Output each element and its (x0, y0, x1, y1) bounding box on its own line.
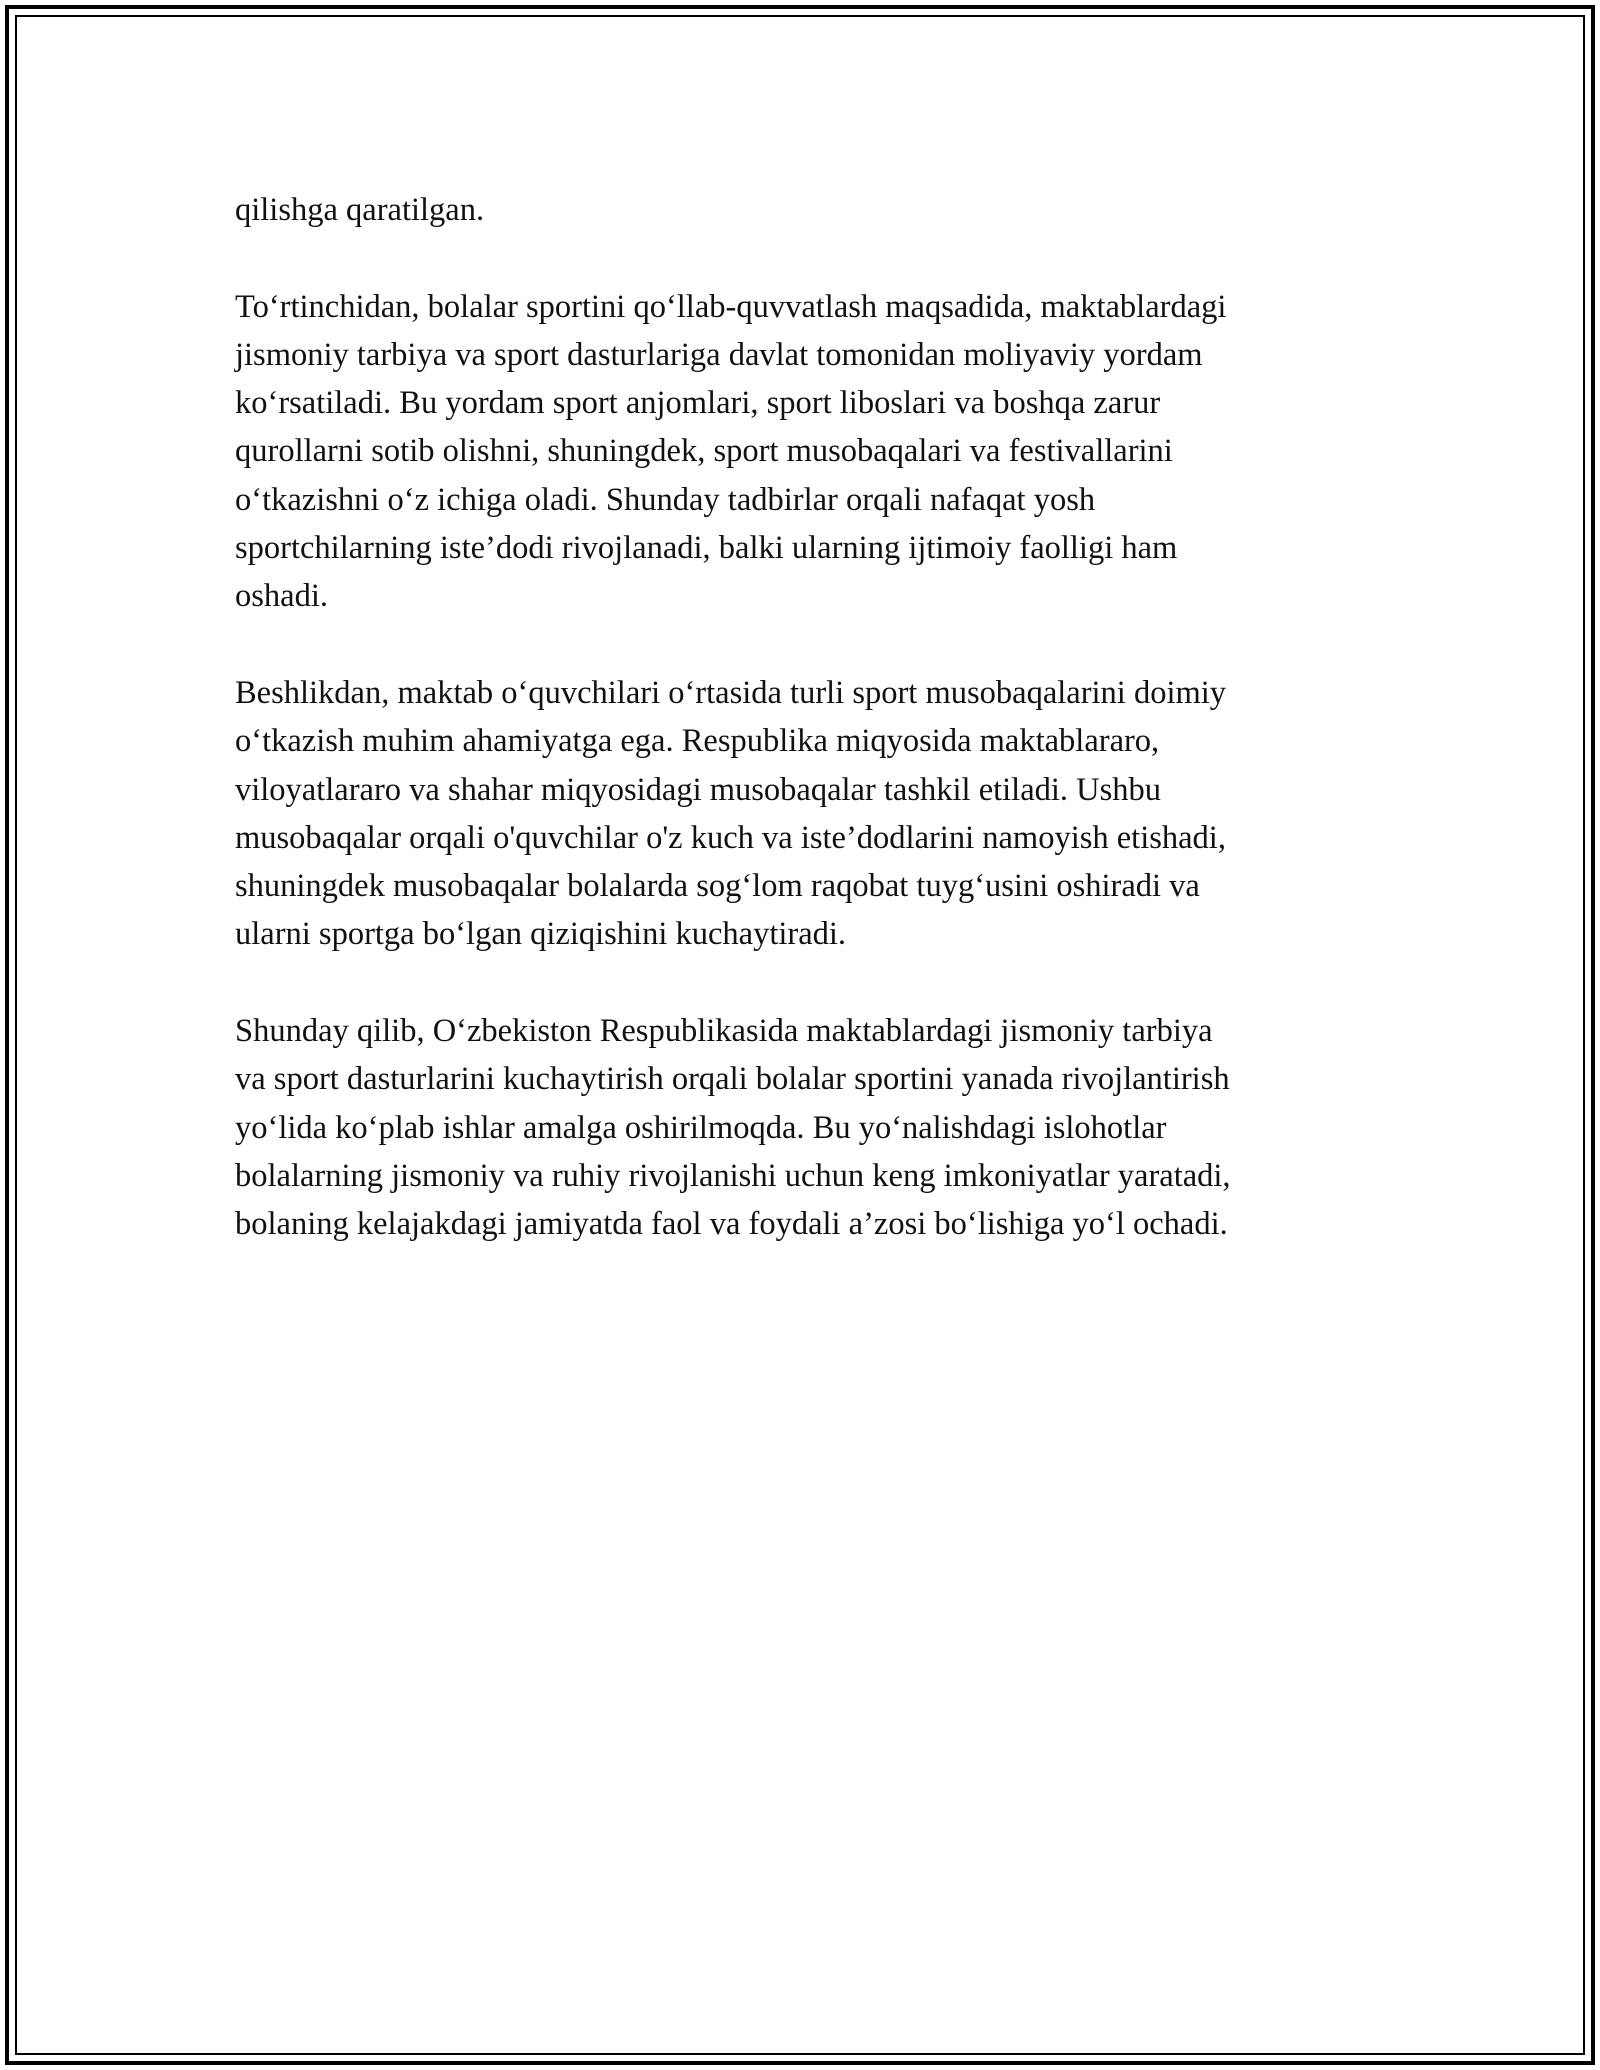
text-line: Shunday qilib, O‘zbekiston Respublikasida maktablardagi jismoniy tarbiya (235, 1013, 1213, 1050)
text-line: yo‘lida ko‘plab ishlar amalga oshirilmoqda. Bu yo‘nalishdagi islohotlar (235, 1109, 1167, 1146)
text-line: qurollarni sotib olishni, shuningdek, sport musobaqalari va festivallarini (235, 433, 1173, 470)
paragraph-conclusion (235, 1007, 1380, 1248)
document-body (235, 186, 1380, 1297)
text-line: o‘tkazish muhim ahamiyatga ega. Respublika miqyosida maktablararo, (235, 723, 1160, 760)
text-line: bolalarning jismoniy va ruhiy rivojlanishi uchun keng imkoniyatlar yaratadi, (235, 1157, 1231, 1194)
text-line: shuningdek musobaqalar bolalarda sog‘lom raqobat tuyg‘usini oshiradi va (235, 868, 1200, 905)
text-line: To‘rtinchidan, bolalar sportini qo‘llab-quvvatlash maqsadida, maktablardagi (235, 288, 1227, 325)
paragraph-continuation (235, 186, 1380, 234)
text-line: ularni sportga bo‘lgan qiziqishini kuchaytiradi. (235, 916, 847, 953)
text-line: qilishga qaratilgan. (235, 192, 485, 228)
text-line: o‘tkazishni o‘z ichiga oladi. Shunday tadbirlar orqali nafaqat yosh (235, 481, 1096, 518)
text-line: va sport dasturlarini kuchaytirish orqali bolalar sportini yanada rivojlantirish (235, 1061, 1230, 1098)
paragraph-fourth-point (235, 283, 1380, 621)
text-line: sportchilarning iste’dodi rivojlanadi, balki ularning ijtimoiy faolligi ham (235, 530, 1178, 567)
text-line: musobaqalar orqali o'quvchilar o'z kuch va iste’dodlarini namoyish etishadi, (235, 819, 1226, 856)
text-line: jismoniy tarbiya va sport dasturlariga davlat tomonidan moliyaviy yordam (235, 336, 1203, 373)
text-line: oshadi. (235, 578, 328, 615)
text-line: viloyatlararo va shahar miqyosidagi musobaqalar tashkil etiladi. Ushbu (235, 771, 1162, 808)
text-line: Beshlikdan, maktab o‘quvchilari o‘rtasida turli sport musobaqalarini doimiy (235, 674, 1227, 711)
paragraph-fifth-point (235, 669, 1380, 959)
text-line: bolaning kelajakdagi jamiyatda faol va foydali a’zosi bo‘lishiga yo‘l ochadi. (235, 1206, 1228, 1243)
text-line: ko‘rsatiladi. Bu yordam sport anjomlari, sport liboslari va boshqa zarur (235, 385, 1161, 422)
